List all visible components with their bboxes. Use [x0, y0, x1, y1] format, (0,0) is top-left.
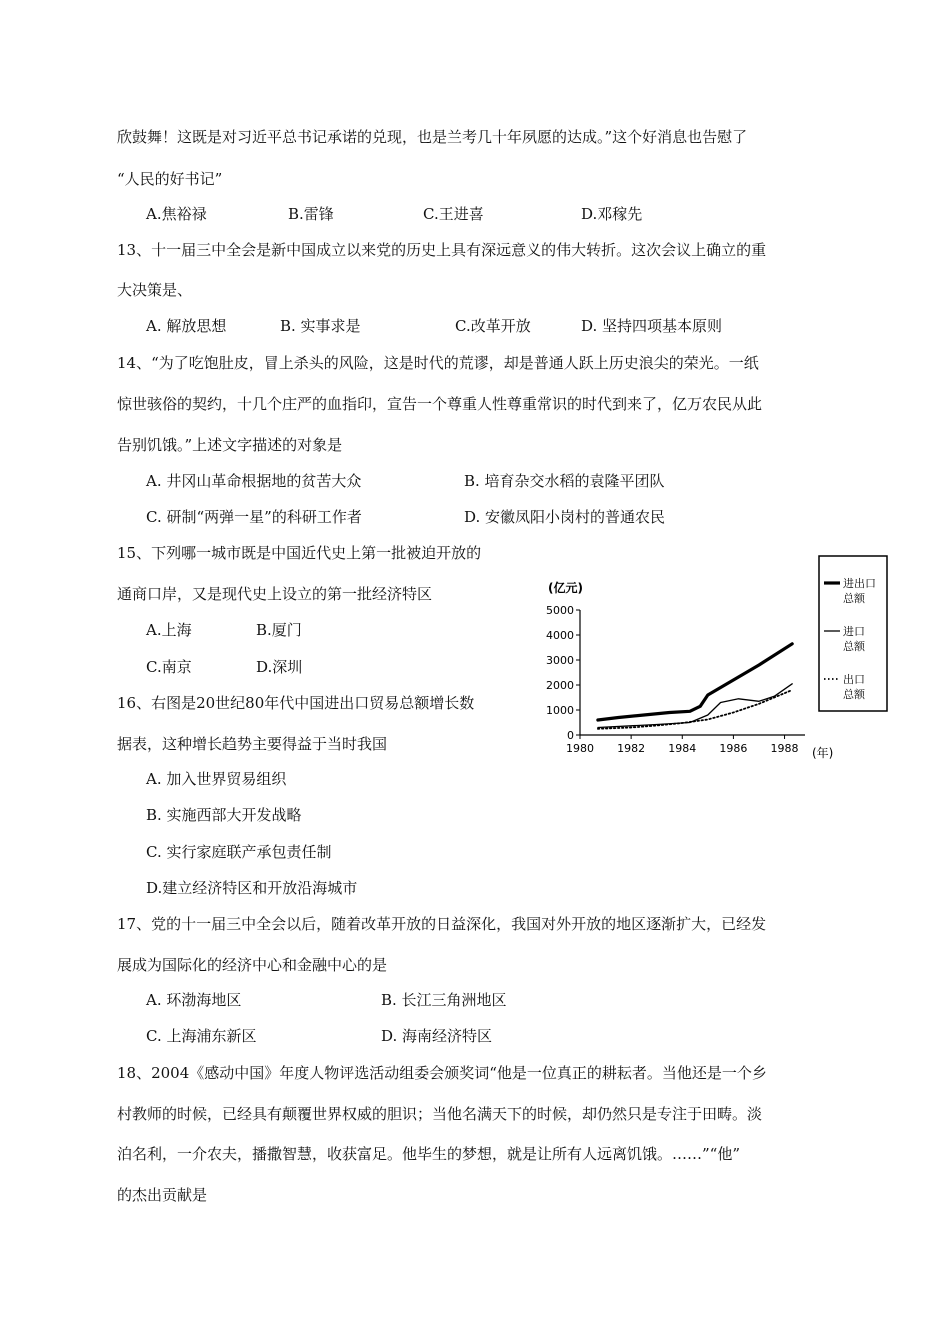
- legend-label: 出口: [843, 673, 865, 686]
- q13-option-c[interactable]: C.改革开放: [455, 317, 531, 335]
- q17-line-1: 17、党的十一届三中全会以后，随着改革开放的日益深化，我国对外开放的地区逐渐扩大，已经发: [117, 915, 767, 933]
- q16-option-a[interactable]: A. 加入世界贸易组织: [146, 770, 287, 788]
- x-tick-label: 1982: [617, 742, 646, 755]
- chart-xlabel: (年): [812, 746, 834, 760]
- q17-line-2: 展成为国际化的经济中心和金融中心的是: [117, 956, 388, 974]
- y-tick-label: 0: [567, 729, 574, 742]
- q13-option-a[interactable]: A. 解放思想: [146, 317, 227, 335]
- q12-option-b[interactable]: B.雷锋: [288, 205, 334, 223]
- legend-label: 进口: [843, 625, 865, 638]
- q15-option-a[interactable]: A.上海: [146, 621, 192, 639]
- q15-option-c[interactable]: C.南京: [146, 658, 192, 676]
- q15-line-2: 通商口岸，又是现代史上设立的第一批经济特区: [117, 585, 433, 603]
- q12-option-c[interactable]: C.王进喜: [423, 205, 484, 223]
- q14-line-1: 14、“为了吃饱肚皮，冒上杀头的风险，这是时代的荒谬，却是普通人跃上历史浪尖的荣光。一纸: [117, 354, 759, 372]
- legend-label: 总额: [843, 592, 865, 605]
- q15-line-1: 15、下列哪一城市既是中国近代史上第一批被迫开放的: [117, 544, 482, 562]
- y-tick-label: 3000: [546, 654, 574, 667]
- q12-option-d[interactable]: D.邓稼先: [581, 205, 643, 223]
- q13-option-b[interactable]: B. 实事求是: [280, 317, 361, 335]
- trade-chart: [540, 550, 890, 765]
- q12-line-2: “人民的好书记”: [117, 170, 223, 188]
- q15-option-b[interactable]: B.厦门: [256, 621, 302, 639]
- q12-line-1: 欣鼓舞！这既是对习近平总书记承诺的兑现，也是兰考几十年夙愿的达成。”这个好消息也告慰了: [117, 128, 748, 146]
- legend-label: 总额: [843, 688, 865, 701]
- x-tick-label: 1980: [566, 742, 594, 755]
- q14-option-c[interactable]: C. 研制“两弹一星”的科研工作者: [146, 508, 362, 526]
- legend-label: 总额: [843, 640, 865, 653]
- legend-label: 进出口: [843, 577, 876, 590]
- q16-option-d[interactable]: D.建立经济特区和开放沿海城市: [146, 879, 358, 897]
- q16-option-b[interactable]: B. 实施西部大开发战略: [146, 806, 302, 824]
- q18-line-1: 18、2004《感动中国》年度人物评选活动组委会颁奖词“他是一位真正的耕耘者。当他还是一个乡: [117, 1064, 767, 1082]
- x-tick-label: 1984: [668, 742, 697, 755]
- q14-option-b[interactable]: B. 培育杂交水稻的袁隆平团队: [464, 472, 665, 490]
- q17-option-d[interactable]: D. 海南经济特区: [381, 1027, 493, 1045]
- q13-option-d[interactable]: D. 坚持四项基本原则: [581, 317, 723, 335]
- q15-option-d[interactable]: D.深圳: [256, 658, 303, 676]
- chart-ylabel: (亿元): [548, 581, 583, 595]
- x-tick-label: 1986: [719, 742, 748, 755]
- q18-line-3: 泊名利，一介农夫，播撒智慧，收获富足。他毕生的梦想，就是让所有人远离饥饿。……”“他”: [117, 1145, 741, 1163]
- q16-option-c[interactable]: C. 实行家庭联产承包责任制: [146, 843, 332, 861]
- q16-line-2: 据表，这种增长趋势主要得益于当时我国: [117, 735, 388, 753]
- y-tick-label: 5000: [546, 604, 574, 617]
- q12-option-a[interactable]: A.焦裕禄: [146, 205, 207, 223]
- q14-line-3: 告别饥饿。”上述文字描述的对象是: [117, 436, 343, 454]
- series-line-thick: [598, 644, 792, 720]
- q18-line-2: 村教师的时候，已经具有颠覆世界权威的胆识；当他名满天下的时候，却仍然只是专注于田畴。淡: [117, 1105, 763, 1123]
- q14-option-a[interactable]: A. 井冈山革命根据地的贫苦大众: [146, 472, 362, 490]
- q13-line-1: 13、十一届三中全会是新中国成立以来党的历史上具有深远意义的伟大转折。这次会议上确立的重: [117, 241, 767, 259]
- q17-option-a[interactable]: A. 环渤海地区: [146, 991, 242, 1009]
- q18-line-4: 的杰出贡献是: [117, 1186, 208, 1204]
- q17-option-b[interactable]: B. 长江三角洲地区: [381, 991, 507, 1009]
- q17-option-c[interactable]: C. 上海浦东新区: [146, 1027, 257, 1045]
- q16-line-1: 16、右图是20世纪80年代中国进出口贸易总额增长数: [117, 694, 475, 712]
- y-tick-label: 2000: [546, 679, 574, 692]
- q13-line-2: 大决策是、: [117, 281, 193, 299]
- y-tick-label: 4000: [546, 629, 574, 642]
- y-tick-label: 1000: [546, 704, 574, 717]
- q14-line-2: 惊世骇俗的契约，十几个庄严的血指印，宣告一个尊重人性尊重常识的时代到来了，亿万农民从此: [117, 395, 763, 413]
- x-tick-label: 1988: [770, 742, 799, 755]
- q14-option-d[interactable]: D. 安徽凤阳小岗村的普通农民: [464, 508, 666, 526]
